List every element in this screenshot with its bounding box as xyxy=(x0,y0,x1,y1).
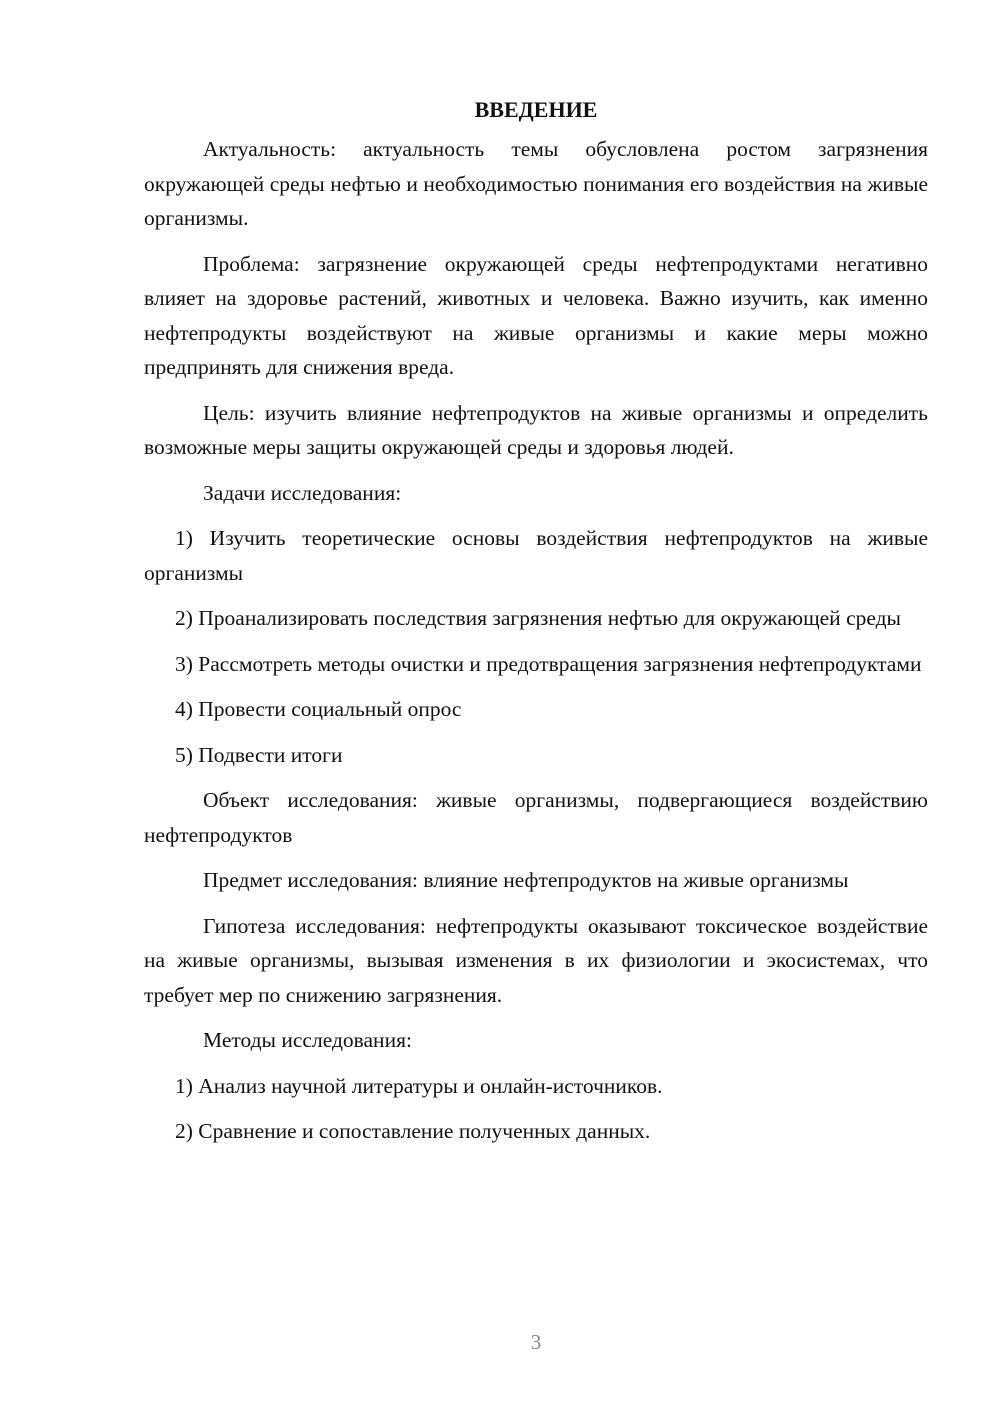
tasks-heading: Задачи исследования: xyxy=(203,480,402,505)
problem-paragraph: Проблема: загрязнение окружающей среды нефтепродуктами негативно влияет на здоровье растений, животных и человека. Важно изучить, как именно нефтепродукты воздействуют на живые организмы и какие меры можно предпринять для снижения вреда. xyxy=(144,251,928,379)
task-item: 5) Подвести итоги xyxy=(175,742,343,767)
method-item: 1) Анализ научной литературы и онлайн-источников. xyxy=(175,1073,663,1098)
methods-heading: Методы исследования: xyxy=(203,1028,412,1052)
method-item: 2) Сравнение и сопоставление полученных данных. xyxy=(175,1119,651,1143)
hypothesis-paragraph: Гипотеза исследования: нефтепродукты оказывают токсическое воздействие на живые организмы, вызывая изменения в их физиологии и экосистемах, что требует мер по снижению загрязнения. xyxy=(144,913,928,1007)
task-item: 1) Изучить теоретические основы воздействия нефтепродуктов на живые организмы xyxy=(144,526,928,585)
task-item: 2) Проанализировать последствия загрязнения нефтью для окружающей среды xyxy=(175,606,902,630)
document-page xyxy=(144,92,928,1160)
goal-paragraph: Цель: изучить влияние нефтепродуктов на живые организмы и определить возможные меры защиты окружающей среды и здоровья людей. xyxy=(144,400,928,459)
section-heading: ВВЕДЕНИЕ xyxy=(474,97,598,122)
task-item: 4) Провести социальный опрос xyxy=(175,697,462,721)
object-paragraph: Объект исследования: живые организмы, подвергающиеся воздействию нефтепродуктов xyxy=(144,788,928,847)
relevance-paragraph: Актуальность: актуальность темы обусловлена ростом загрязнения окружающей среды нефтью и необходимостью понимания его воздействия на живые организмы. xyxy=(144,137,928,230)
subject-paragraph: Предмет исследования: влияние нефтепродуктов на живые организмы xyxy=(203,868,849,892)
task-item: 3) Рассмотреть методы очистки и предотвращения загрязнения нефтепродуктами xyxy=(175,651,922,676)
page-number: 3 xyxy=(530,1330,542,1354)
